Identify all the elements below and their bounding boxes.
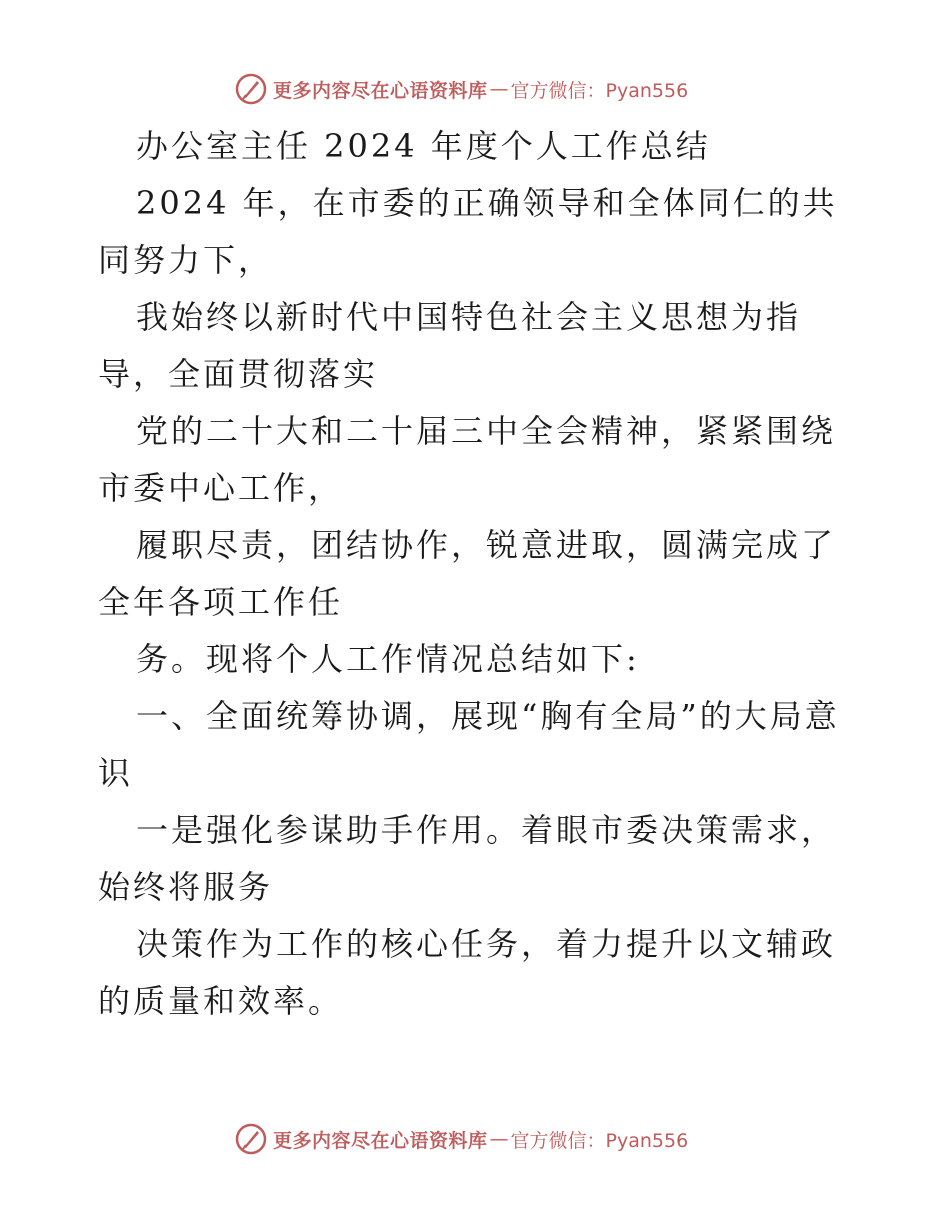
watermark-brand-text: 更多内容尽在心语资料库 (273, 1129, 488, 1152)
section-heading: 一、全面统筹协调，展现“胸有全局”的大局意识 (98, 697, 840, 792)
paragraph: 一是强化参谋助手作用。着眼市委决策需求，始终将服务 (98, 811, 837, 906)
paragraph: 我始终以新时代中国特色社会主义思想为指导，全面贯彻落实 (98, 298, 802, 393)
paragraph: 务。现将个人工作情况总结如下: (136, 640, 640, 678)
paragraph: 党的二十大和二十届三中全会精神，紧紧围绕市委中心工作， (98, 412, 837, 507)
header-watermark (235, 72, 688, 106)
watermark-brand-text: 更多内容尽在心语资料库 (273, 79, 488, 102)
quill-logo-icon (235, 1123, 267, 1155)
footer-watermark (235, 1122, 688, 1156)
document-title: 办公室主任 2024 年度个人工作总结 (136, 127, 711, 165)
paragraph: 决策作为工作的核心任务，着力提升以文辅政的质量和效率。 (98, 925, 837, 1020)
paragraph: 2024 年，在市委的正确领导和全体同仁的共同努力下， (98, 184, 838, 279)
document-body (98, 118, 854, 1030)
paragraph: 履职尽责，团结协作，锐意进取，圆满完成了全年各项工作任 (98, 526, 837, 621)
quill-logo-icon (235, 73, 267, 105)
watermark-wechat-text: 官方微信：Pyan556 (510, 1129, 689, 1152)
watermark-separator: — (489, 1128, 509, 1150)
watermark-separator: — (489, 78, 509, 100)
watermark-wechat-text: 官方微信：Pyan556 (510, 79, 689, 102)
